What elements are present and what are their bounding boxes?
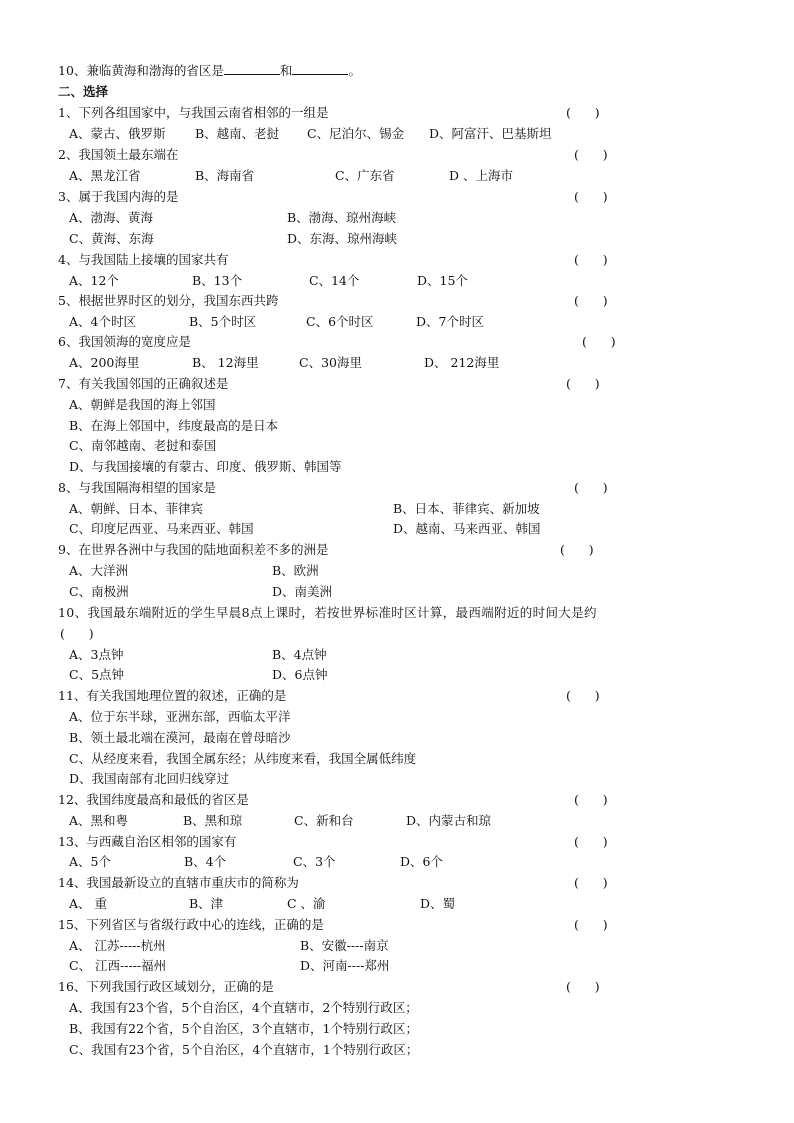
- options-row: [69, 519, 759, 539]
- option-a[interactable]: A、朝鲜是我国的海上邻国: [69, 397, 216, 412]
- option-d[interactable]: D 、上海市: [449, 168, 513, 183]
- option-c[interactable]: C、从经度来看，我国全属东经；从纬度来看，我国全属低纬度: [69, 751, 417, 766]
- answer-parentheses[interactable]: ( ): [574, 189, 608, 204]
- answer-parentheses[interactable]: ( ): [566, 979, 600, 994]
- section-heading: 二、选择: [58, 84, 109, 99]
- question-stem: 11、有关我国地理位置的叙述，正确的是: [58, 688, 287, 703]
- option-c[interactable]: C、广东省: [335, 168, 395, 183]
- question-3: [58, 187, 748, 207]
- fill-question-text: 。: [348, 63, 361, 78]
- options-row: [69, 894, 759, 914]
- option-a[interactable]: A、黑和粤: [69, 813, 129, 828]
- answer-parentheses[interactable]: ( ): [60, 626, 94, 641]
- option-c[interactable]: C、印度尼西亚、马来西亚、韩国: [69, 521, 254, 536]
- question-stem: 8、与我国隔海相望的国家是: [58, 480, 216, 495]
- option-d[interactable]: D、我国南部有北回归线穿过: [69, 771, 230, 786]
- fill-question-text: 10、兼临黄海和渤海的省区是: [58, 63, 224, 78]
- answer-parentheses[interactable]: ( ): [574, 875, 608, 890]
- question-stem: 1、下列各组国家中，与我国云南省相邻的一组是: [58, 105, 329, 120]
- question-4: [58, 250, 748, 270]
- question-stem: 7、有关我国邻国的正确叙述是: [58, 376, 229, 391]
- question-stem: 9、在世界各洲中与我国的陆地面积差不多的洲是: [58, 542, 329, 557]
- options-row: [69, 645, 759, 665]
- option-a[interactable]: A、黑龙江省: [69, 168, 141, 183]
- option-d[interactable]: D、 212海里: [424, 355, 500, 370]
- option-b[interactable]: B、领土最北端在漠河，最南在曾母暗沙: [69, 730, 291, 745]
- question-stem: 16、下列我国行政区域划分，正确的是: [58, 979, 274, 994]
- answer-parentheses[interactable]: ( ): [574, 252, 608, 267]
- answer-parentheses[interactable]: ( ): [566, 688, 600, 703]
- option-a[interactable]: A、3点钟: [69, 647, 124, 662]
- option-d[interactable]: D、阿富汗、巴基斯坦: [429, 126, 552, 141]
- option-a[interactable]: A、蒙古、俄罗斯: [69, 126, 166, 141]
- question-10-paren-line: [58, 624, 748, 644]
- question-15: [58, 915, 748, 935]
- option-d[interactable]: D、东海、琼州海峡: [287, 231, 398, 246]
- option-b[interactable]: B、13个: [192, 273, 243, 288]
- question-10: 10、我国最东端附近的学生早晨8点上课时，若按世界标准时区计算，最西端附近的时间大是约: [58, 605, 597, 620]
- option-d[interactable]: D、越南、马来西亚、韩国: [393, 521, 541, 536]
- answer-parentheses[interactable]: ( ): [574, 917, 608, 932]
- option-b[interactable]: B、我国有22个省，5个自治区，3个直辖市，1个特别行政区；: [69, 1021, 418, 1036]
- option-a[interactable]: A、 江苏-----杭州: [69, 938, 166, 953]
- options-row: [69, 582, 759, 602]
- answer-parentheses[interactable]: ( ): [574, 293, 608, 308]
- option-a[interactable]: A、5个: [69, 854, 111, 869]
- options-row: [69, 166, 759, 186]
- option-b[interactable]: B、海南省: [195, 168, 255, 183]
- answer-parentheses[interactable]: ( ): [560, 542, 594, 557]
- question-stem: 14、我国最新设立的直辖市重庆市的简称为: [58, 875, 299, 890]
- question-2: [58, 145, 748, 165]
- answer-parentheses[interactable]: ( ): [566, 105, 600, 120]
- option-c[interactable]: C、黄海、东海: [69, 231, 154, 246]
- option-b[interactable]: B、在海上邻国中，纬度最高的是日本: [69, 418, 279, 433]
- answer-parentheses[interactable]: ( ): [574, 480, 608, 495]
- option-c[interactable]: C、 江西-----福州: [69, 958, 167, 973]
- option-b[interactable]: B、津: [189, 896, 224, 911]
- options-row: [69, 956, 759, 976]
- option-b[interactable]: B、5个时区: [189, 314, 257, 329]
- option-d[interactable]: D、南美洲: [272, 584, 333, 599]
- option-b[interactable]: B、日本、菲律宾、新加坡: [393, 501, 540, 516]
- fill-question-10: [58, 61, 748, 81]
- question-stem: 2、我国领土最东端在: [58, 147, 179, 162]
- options-row: [69, 229, 759, 249]
- answer-blank[interactable]: [224, 61, 280, 75]
- answer-parentheses[interactable]: ( ): [574, 834, 608, 849]
- question-11: [58, 686, 748, 706]
- options-row: [69, 665, 759, 685]
- options-row: [69, 208, 759, 228]
- option-d[interactable]: D、内蒙古和琼: [406, 813, 492, 828]
- question-14: [58, 873, 748, 893]
- question-9: [58, 540, 748, 560]
- option-c[interactable]: C、5点钟: [69, 667, 125, 682]
- options-row: [69, 353, 759, 373]
- question-stem: 3、属于我国内海的是: [58, 189, 179, 204]
- option-a[interactable]: A、渤海、黄海: [69, 210, 154, 225]
- option-b[interactable]: B、4个: [184, 854, 227, 869]
- option-b[interactable]: B、越南、老挝: [195, 126, 280, 141]
- question-7: [58, 374, 748, 394]
- option-a[interactable]: A、大洋洲: [69, 563, 129, 578]
- option-c[interactable]: C、尼泊尔、锡金: [307, 126, 405, 141]
- options-row: [69, 499, 759, 519]
- question-5: [58, 291, 748, 311]
- option-c[interactable]: C、30海里: [299, 355, 362, 370]
- question-1: [58, 103, 748, 123]
- question-12: [58, 790, 748, 810]
- question-8: [58, 478, 748, 498]
- option-a[interactable]: A、4个时区: [69, 314, 136, 329]
- option-d[interactable]: D、15个: [417, 273, 468, 288]
- question-16: [58, 977, 748, 997]
- option-d[interactable]: D、与我国接壤的有蒙古、印度、俄罗斯、韩国等: [69, 459, 342, 474]
- option-a[interactable]: A、12个: [69, 273, 119, 288]
- option-b[interactable]: B、欧洲: [272, 563, 319, 578]
- question-stem: 6、我国领海的宽度应是: [58, 334, 191, 349]
- option-c[interactable]: C、6个时区: [306, 314, 374, 329]
- option-b[interactable]: B、4点钟: [272, 647, 327, 662]
- option-c[interactable]: C、14个: [309, 273, 360, 288]
- question-13: [58, 832, 748, 852]
- option-b[interactable]: B、黑和琼: [183, 813, 243, 828]
- answer-parentheses[interactable]: ( ): [574, 147, 608, 162]
- option-d[interactable]: D、6个: [400, 854, 443, 869]
- options-row: [69, 312, 759, 332]
- question-stem: 4、与我国陆上接壤的国家共有: [58, 252, 229, 267]
- answer-parentheses[interactable]: ( ): [582, 334, 616, 349]
- option-c[interactable]: C、3个: [293, 854, 336, 869]
- question-6: [58, 332, 748, 352]
- options-row: [69, 936, 759, 956]
- answer-parentheses[interactable]: ( ): [566, 376, 600, 391]
- answer-blank[interactable]: [292, 61, 348, 75]
- option-d[interactable]: D、河南----郑州: [300, 958, 390, 973]
- options-row: [69, 811, 759, 831]
- option-d[interactable]: D、蜀: [420, 896, 456, 911]
- option-b[interactable]: B、 12海里: [192, 355, 259, 370]
- question-stem: 5、根据世界时区的划分，我国东西共跨: [58, 293, 279, 308]
- option-c[interactable]: C、我国有23个省，5个自治区，4个直辖市，1个特别行政区；: [69, 1042, 419, 1057]
- options-row: [69, 271, 759, 291]
- option-c[interactable]: C、新和台: [294, 813, 354, 828]
- option-a[interactable]: A、我国有23个省，5个自治区，4个直辖市，2个特别行政区；: [69, 1000, 418, 1015]
- options-row: [69, 852, 759, 872]
- options-row: [69, 561, 759, 581]
- option-a[interactable]: A、200海里: [69, 355, 140, 370]
- option-a[interactable]: A、 重: [69, 896, 108, 911]
- question-stem: 13、与西藏自治区相邻的国家有: [58, 834, 237, 849]
- option-a[interactable]: A、朝鲜、日本、菲律宾: [69, 501, 204, 516]
- option-b[interactable]: B、安徽----南京: [300, 938, 389, 953]
- option-c[interactable]: C、南极洲: [69, 584, 129, 599]
- fill-question-text: 和: [279, 63, 293, 78]
- question-stem: 15、下列省区与省级行政中心的连线，正确的是: [58, 917, 324, 932]
- option-d[interactable]: D、7个时区: [416, 314, 484, 329]
- option-c[interactable]: C 、渝: [287, 896, 326, 911]
- option-c[interactable]: C、南邻越南、老挝和泰国: [69, 438, 217, 453]
- question-stem: 12、我国纬度最高和最低的省区是: [58, 792, 249, 807]
- option-a[interactable]: A、位于东半球，亚洲东部，西临太平洋: [69, 709, 291, 724]
- option-b[interactable]: B、渤海、琼州海峡: [287, 210, 397, 225]
- options-row: [69, 124, 759, 144]
- option-d[interactable]: D、6点钟: [272, 667, 328, 682]
- answer-parentheses[interactable]: ( ): [574, 792, 608, 807]
